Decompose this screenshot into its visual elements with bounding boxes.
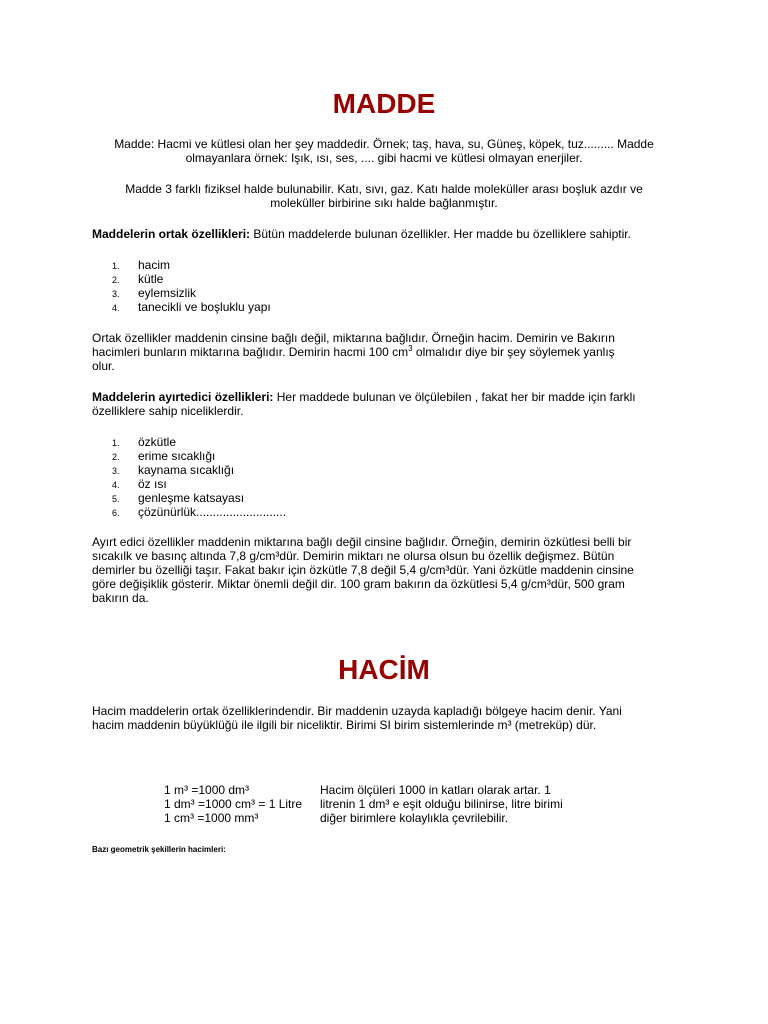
list-item: 1. hacim [112, 258, 171, 272]
hacim-line-1: Hacim maddelerin ortak özelliklerindendir. Bir maddenin uzayda kapladığı bölgeye hacim denir. Yani [92, 704, 622, 718]
title-hacim: HACİM [338, 654, 430, 685]
common-properties-paragraph [92, 331, 678, 373]
unit-conversion: 1 dm³ =1000 cm³ = 1 Litre [164, 797, 303, 811]
distinct-para-line: bakırın da. [92, 591, 149, 605]
hacim-line-2: hacim maddenin büyüklüğü ile ilgili bir niceliktir. Birimi SI birim sistemlerinde m³ (metreküp) dür. [92, 718, 597, 732]
unit-description [320, 783, 590, 825]
states-paragraph [82, 182, 686, 210]
title-madde: MADDE [332, 88, 436, 119]
distinct-para-line: demirler bu özelliği taşır. Fakat bakır için özkütle 7,8 değil 5,4 g/cm³dür. Yani özkütle maddenin cinsine [92, 563, 634, 577]
hacim-paragraph [92, 704, 692, 732]
common-properties-intro [92, 227, 692, 241]
intro-line-2: olmayanlara örnek: Işık, ısı, ses, .... gibi hacmi ve kütlesi olmayan enerjiler. [185, 151, 583, 165]
common-properties-heading: Maddelerin ortak özellikleri: [92, 227, 251, 241]
unit-conversion: 1 cm³ =1000 mm³ [164, 811, 259, 825]
geometry-caption: Bazı geometrik şekillerin hacimleri: [92, 845, 226, 854]
distinct-properties-list [112, 435, 286, 519]
intro-paragraph [82, 137, 686, 165]
intro-line-1: Madde: Hacmi ve kütlesi olan her şey maddedir. Örnek; taş, hava, su, Güneş, köpek, tuz......... Madde [114, 137, 654, 151]
unit-description-line: diğer birimlere kolaylıkla çevrilebilir. [320, 811, 509, 825]
distinct-properties-paragraph [92, 535, 692, 605]
list-item: 5. genleşme katsayası [112, 491, 245, 505]
states-line-2: moleküller birbirine sıkı halde bağlanmıştır. [270, 196, 498, 210]
common-para-line-1: Ortak özellikler maddenin cinsine bağlı değil, miktarına bağlıdır. Örneğin hacim. Demirin ve Bakırın [92, 331, 615, 345]
list-item: 3. eylemsizlik [112, 286, 197, 300]
distinct-para-line: sıcakılk ve basınç altında 7,8 g/cm³dür. Demirin miktarı ne olursa olsun bu özellik değişmez. Bütün [92, 549, 615, 563]
list-item: 4. öz ısı [112, 477, 167, 491]
list-item: 1. özkütle [112, 435, 177, 449]
distinct-properties-heading: Maddelerin ayırtedici özellikleri: [92, 390, 274, 404]
distinct-properties-intro [92, 390, 678, 418]
list-item: 2. kütle [112, 272, 164, 286]
unit-description-line: Hacim ölçüleri 1000 in katları olarak artar. 1 [320, 783, 551, 797]
unit-description-line: litrenin 1 dm³ e eşit olduğu bilinirse, litre birimi [320, 797, 563, 811]
unit-conversion: 1 m³ =1000 dm³ [164, 783, 250, 797]
list-item: 6. çözünürlük........................... [112, 505, 287, 519]
common-properties-list [112, 258, 271, 314]
distinct-para-line: Ayırt edici özellikler maddenin miktarına bağlı değil cinsine bağlıdır. Örneğin, demirin özkütlesi belli bir [92, 535, 632, 549]
list-item: 3. kaynama sıcaklığı [112, 463, 235, 477]
unit-conversions [164, 783, 302, 825]
common-properties-text: Bütün maddelerde bulunan özellikler. Her madde bu özelliklere sahiptir. [250, 227, 631, 241]
distinct-para-line: göre değişiklik gösterir. Miktar önemli değil dir. 100 gram bakırın da özkütlesi 5,4 g/cm³dür, 500 gram [92, 577, 625, 591]
distinct-properties-text: Her maddede bulunan ve ölçülebilen , fakat her bir madde için farklı [273, 390, 636, 404]
common-para-line-2: hacimleri bunların miktarına bağlıdır. Demirin hacmi 100 $cm^3$ olmalıdır diye bir şey söylemek yanlış [92, 344, 615, 359]
common-para-line-3: olur. [92, 359, 115, 373]
states-line-1: Madde 3 farklı fiziksel halde bulunabilir. Katı, sıvı, gaz. Katı halde moleküller arası boşluk azdır ve [125, 182, 643, 196]
distinct-properties-line-2: özelliklere sahip niceliklerdir. [92, 404, 244, 418]
list-item: 2. erime sıcaklığı [112, 449, 216, 463]
list-item: 4. tanecikli ve boşluklu yapı [112, 300, 271, 314]
